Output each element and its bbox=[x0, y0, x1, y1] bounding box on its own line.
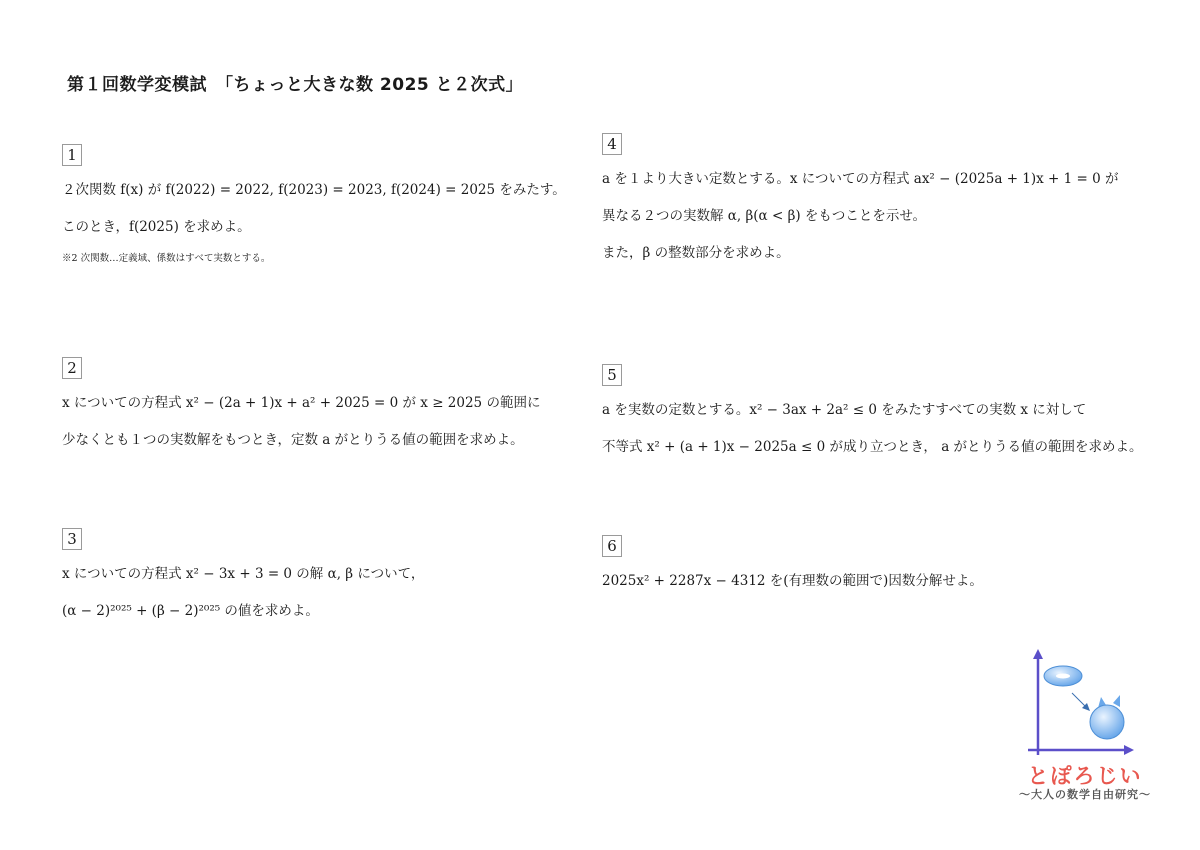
problem-1 bbox=[62, 144, 566, 266]
problem-number: 6 bbox=[602, 535, 622, 557]
problem-note: ※2 次関数…定義域、係数はすべて実数とする。 bbox=[62, 253, 271, 264]
page-title: 第１回数学変模試 「ちょっと大きな数 2025 と２次式」 bbox=[67, 75, 524, 95]
problem-2 bbox=[62, 357, 562, 467]
problem-text: 不等式 x² + (a + 1)x − 2025a ≤ 0 が成り立つとき， a がとりうる値の範囲を求めよ。 bbox=[602, 439, 1143, 455]
problem-text: a を１より大きい定数とする。x についての方程式 ax² − (2025a + 1)x + 1 = 0 が bbox=[602, 171, 1119, 187]
problem-number: 1 bbox=[62, 144, 82, 166]
problem-number: 2 bbox=[62, 357, 82, 379]
problem-text: 異なる２つの実数解 α, β(α < β) をもつことを示せ。 bbox=[602, 208, 927, 224]
logo-name: とぽろじい bbox=[1027, 764, 1143, 788]
problem-text: a を実数の定数とする。x² − 3ax + 2a² ≤ 0 をみたすすべての実数 x に対して bbox=[602, 402, 1087, 418]
problem-5 bbox=[602, 364, 1182, 474]
problem-text: x についての方程式 x² − 3x + 3 = 0 の解 α, β について， bbox=[62, 566, 425, 582]
problem-6 bbox=[602, 535, 1162, 608]
problem-text: また，β の整数部分を求めよ。 bbox=[602, 245, 790, 261]
logo-subtitle: 〜大人の数学自由研究〜 bbox=[1019, 788, 1151, 801]
problem-number: 3 bbox=[62, 528, 82, 550]
problem-text: 2025x² + 2287x − 4312 を(有理数の範囲で)因数分解せよ。 bbox=[602, 573, 983, 589]
problem-text: ２次関数 f(x) が f(2022) = 2022, f(2023) = 2023, f(2024) = 2025 をみたす。 bbox=[62, 182, 566, 198]
problem-text: x についての方程式 x² − (2a + 1)x + a² + 2025 = 0 が x ≥ 2025 の範囲に bbox=[62, 395, 541, 411]
problem-number: 4 bbox=[602, 133, 622, 155]
problem-text: 少なくとも１つの実数解をもつとき，定数 a がとりうる値の範囲を求めよ。 bbox=[62, 432, 524, 448]
problem-4 bbox=[602, 133, 1162, 280]
problem-number: 5 bbox=[602, 364, 622, 386]
problem-text: このとき，f(2025) を求めよ。 bbox=[62, 219, 251, 235]
problem-3 bbox=[62, 528, 562, 638]
problem-text: (α − 2)²⁰²⁵ + (β − 2)²⁰²⁵ の値を求めよ。 bbox=[62, 603, 319, 619]
